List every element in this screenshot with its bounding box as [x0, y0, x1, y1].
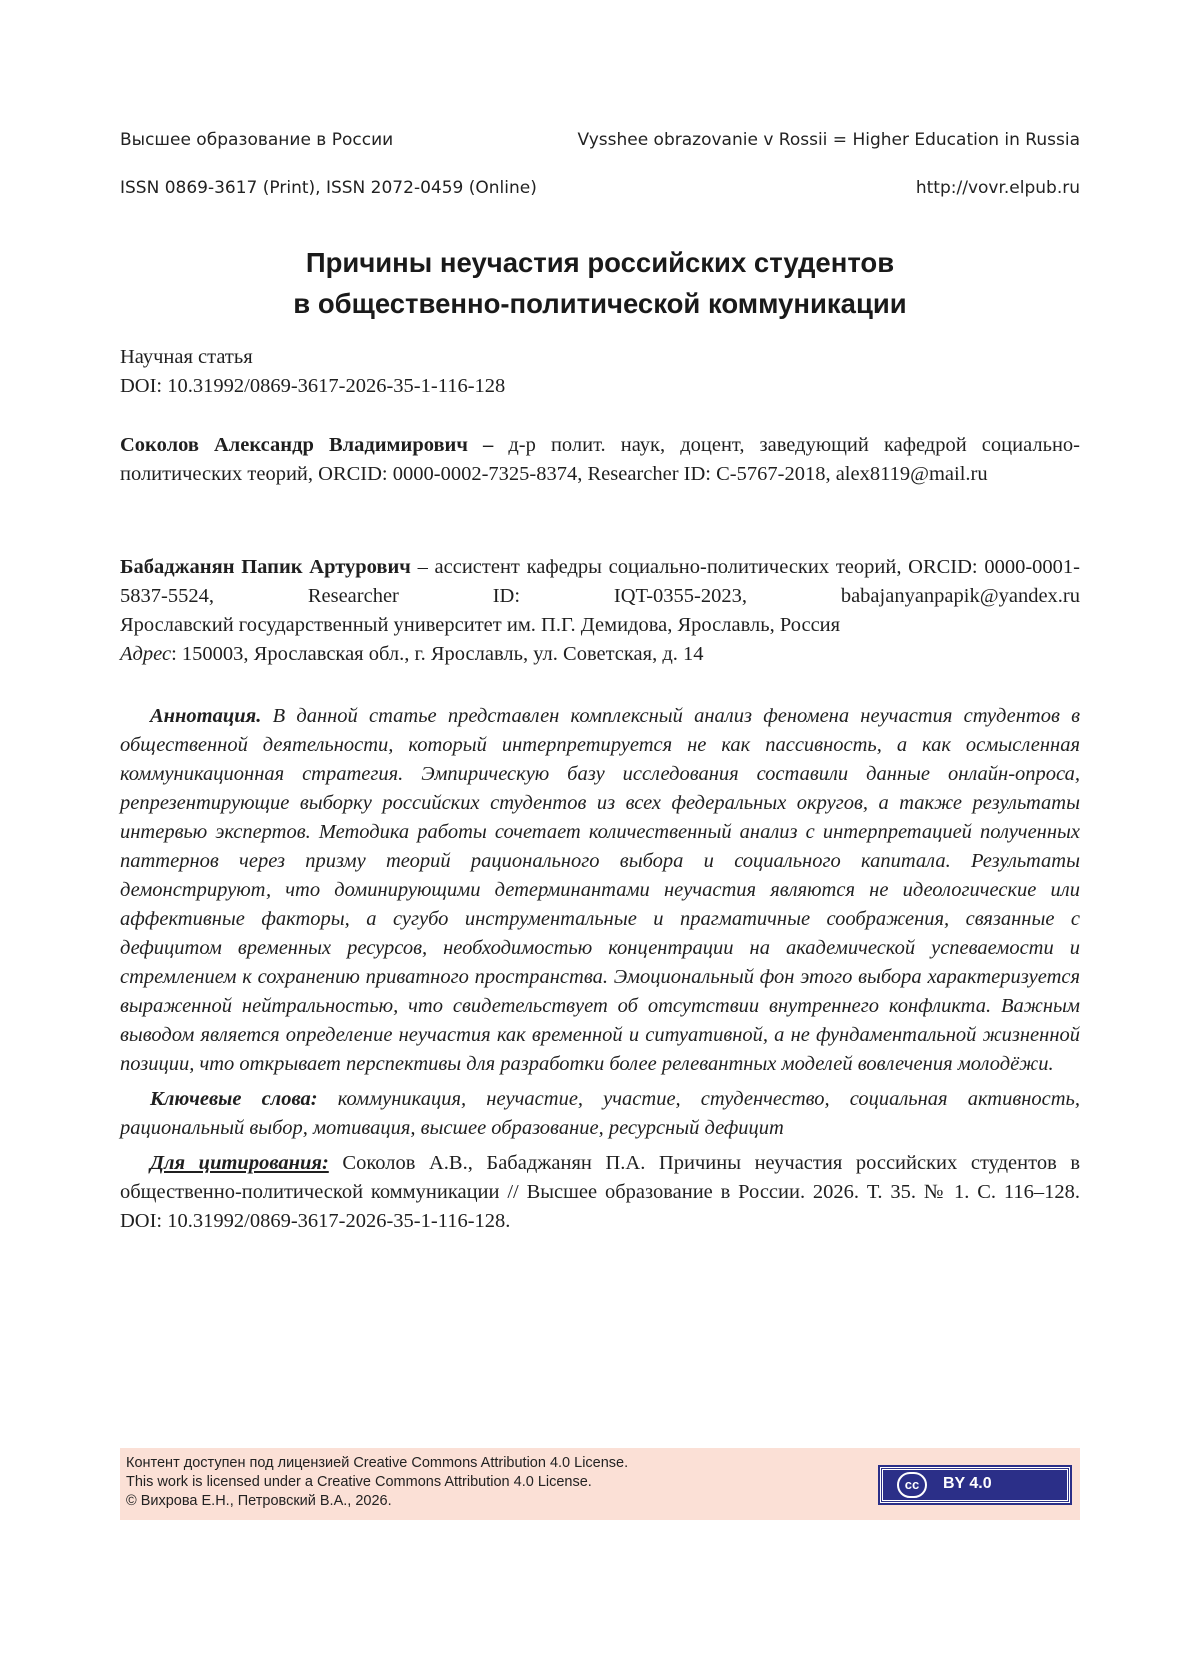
author-1-details: д-р полит. наук, доцент, заведующий кафедрой социально-политических теорий, ORCID: 0000-0002-7325-8374, Researcher ID: C-5767-2018, alex8119@mail.ru [120, 434, 1080, 485]
author-2-details: – ассистент кафедры социально-политических теорий, ORCID: 0000-0001-5837-5524, Researcher ID: IQT-0355-2023, babajanyanpapik@yandex.ru [120, 556, 1080, 607]
keywords-label: Ключевые слова: [150, 1088, 318, 1110]
license-line-ru: Контент доступен под лицензией Creative Commons Attribution 4.0 License. [126, 1455, 629, 1471]
address-label: Адрес [120, 643, 172, 665]
address-text: : 150003, Ярославская обл., г. Ярославль, ул. Советская, д. 14 [171, 643, 704, 665]
author-2-name: Бабаджанян Папик Артурович [120, 556, 411, 578]
issn-text: ISSN 0869-3617 (Print), ISSN 2072-0459 (Online) [120, 178, 537, 198]
cc-by-label: BY 4.0 [943, 1475, 992, 1492]
author-block-2 [120, 553, 1080, 669]
cc-icon: cc [897, 1472, 927, 1498]
license-line-en: This work is licensed under a Creative Commons Attribution 4.0 License. [126, 1474, 592, 1490]
article-page [120, 0, 1080, 1658]
article-type: Научная статья [120, 346, 253, 368]
affiliation-org: Ярославский государственный университет им. П.Г. Демидова, Ярославль, Россия [120, 614, 841, 636]
affiliation-address [120, 640, 1080, 669]
author-block-1 [120, 431, 1080, 489]
cc-by-badge[interactable] [880, 1467, 1070, 1503]
journal-url[interactable]: http://vovr.elpub.ru [915, 178, 1080, 198]
citation-label: Для цитирования: [150, 1152, 329, 1174]
author-2-line [120, 553, 1080, 611]
article-meta [120, 343, 1080, 401]
abstract-label: Аннотация. [150, 705, 262, 727]
license-copyright: © Вихрова Е.Н., Петровский В.А., 2026. [126, 1493, 392, 1509]
keywords-text: коммуникация, неучастие, участие, студенчество, социальная активность, рациональный выбор, мотивация, высшее образование, ресурсный дефицит [120, 1088, 1081, 1139]
author-1-name: Соколов Александр Владимирович – [120, 434, 494, 456]
journal-title-ru: Высшее образование в России [120, 130, 394, 150]
license-text [126, 1454, 628, 1511]
citation-paragraph [120, 1149, 1080, 1236]
article-title [120, 242, 1080, 324]
abstract-section [120, 702, 1080, 1242]
journal-title-en: Vysshee obrazovanie v Rossii = Higher Education in Russia [577, 130, 1080, 150]
article-title-line-1: Причины неучастия российских студентов [305, 247, 895, 278]
abstract-text: В данной статье представлен комплексный анализ феномена неучастия студентов в общественной деятельности, который интерпретируется не как пассивность, а как осмысленная коммуникационная стратегия. Эмпирическую базу исследования составили данные онлайн-опроса, репрезентирующие выборку российских студентов из всех федеральных округов, а также результаты интервью экспертов. Методика работы сочетает количественный анализ с интерпретацией полученных паттернов через призму теорий рационального выбора и социального капитала. Результаты демонстрируют, что доминирующими детерминантами неучастия являются не идеологические или аффективные факторы, а сугубо инструментальные и прагматичные соображения, связанные с дефицитом временных ресурсов, необходимостью концентрации на академической успеваемости и стремлением к сохранению приватного пространства. Эмоциональный фон этого выбора характеризуется выраженной нейтральностью, что свидетельствует об отсутствии внутреннего конфликта. Важным выводом является определение неучастия как временной и ситуативной, а не фундаментальной жизненной позиции, что открывает перспективы для разработки более релевантных моделей вовлечения молодёжи. [120, 705, 1080, 1075]
citation-text: Соколов А.В., Бабаджанян П.А. Причины неучастия российских студентов в общественно-политической коммуникации // Высшее образование в России. 2026. Т. 35. № 1. С. 116–128. DOI: 10.31992/0869-3617-2026-35-1-116-128. [120, 1152, 1081, 1232]
keywords-paragraph [120, 1085, 1080, 1143]
license-box [120, 1448, 1080, 1520]
article-title-line-2: в общественно-политической коммуникации [293, 288, 907, 319]
abstract-paragraph [120, 702, 1080, 1079]
article-doi[interactable]: DOI: 10.31992/0869-3617-2026-35-1-116-128 [120, 375, 506, 397]
